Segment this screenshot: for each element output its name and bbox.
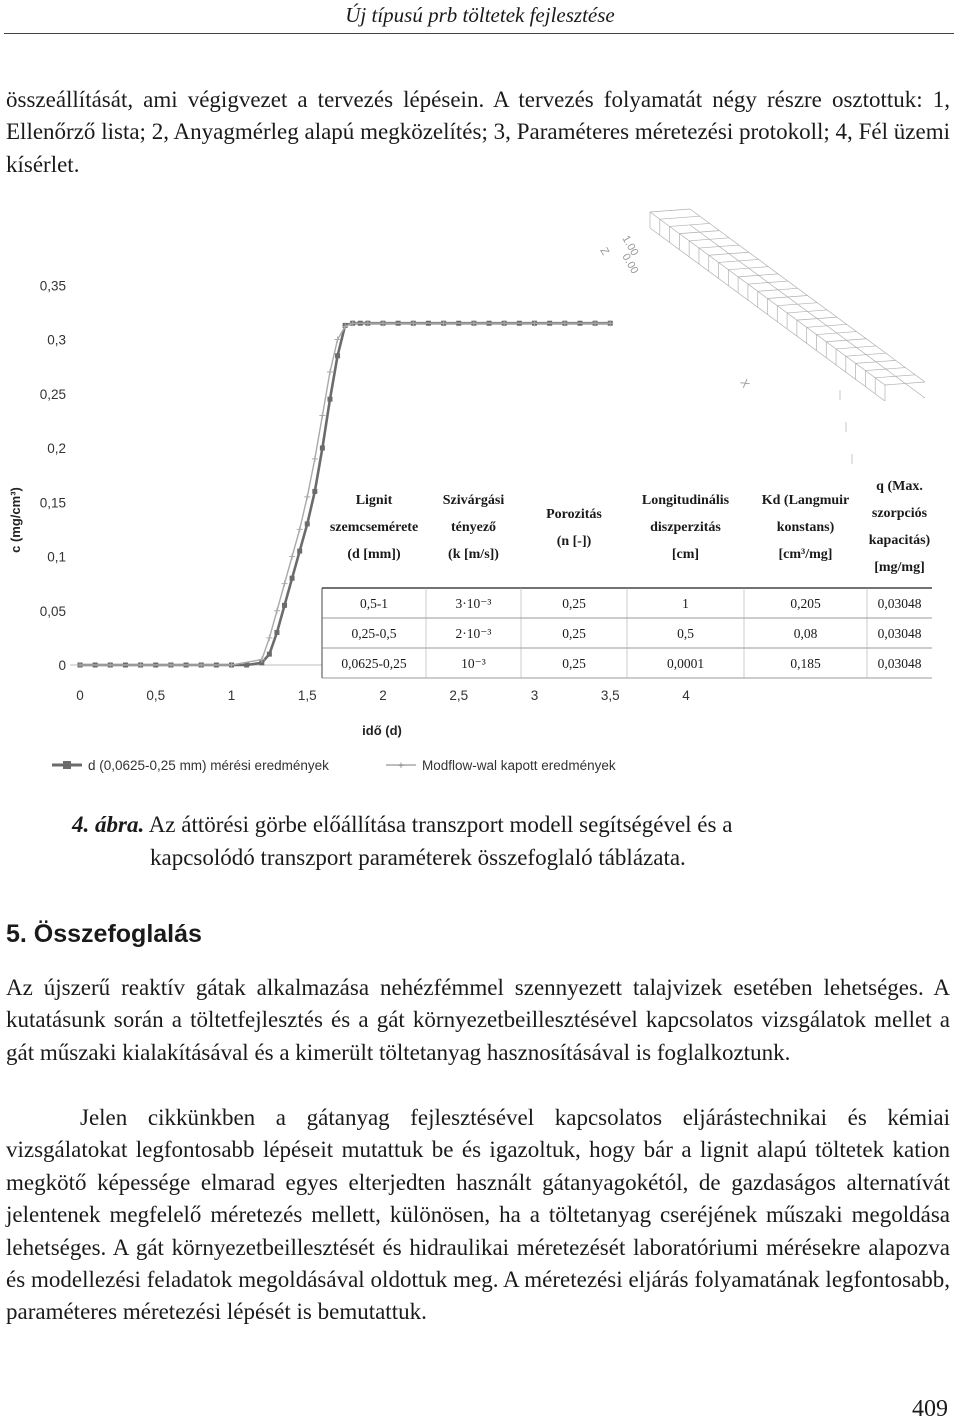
x-tick-label: 3 — [530, 688, 539, 703]
table-header-cell: kapacitás) — [868, 533, 931, 548]
table-cell: 0,03048 — [877, 596, 922, 611]
data-point-modflow — [335, 337, 341, 343]
y-tick-labels — [40, 278, 66, 673]
wire-edge — [690, 209, 925, 382]
caption-line-2: kapcsolódó transzport paraméterek összefoglaló táblázata. — [150, 845, 686, 870]
tick-label-second: 0.00 — [619, 251, 641, 277]
data-point-measured — [335, 353, 340, 358]
legend-label-measured: d (0,0625-0,25 mm) mérési eredmények — [88, 758, 329, 773]
data-point-measured — [320, 446, 325, 451]
legend-marker-modflow: + — [397, 760, 405, 772]
table-header-cell: [cm³/mg] — [778, 547, 833, 562]
running-header: Új típusú prb töltetek fejlesztése — [345, 3, 615, 27]
intro-paragraph: összeállítását, ami végigvezet a tervezés lépésein. A tervezés folyamatát négy részre osztottuk: 1, Ellenőrző lista; 2, Anyagmérleg alapú megközelítés; 3, Paraméteres méretezési protokoll; 4, Fél üzemi kísérlet. — [6, 87, 950, 177]
legend-marker-measured — [63, 761, 71, 769]
data-point-modflow — [282, 581, 288, 587]
figure-caption — [72, 808, 892, 874]
table-cell: 0,25 — [562, 626, 586, 641]
table-header-cell: (d [mm]) — [347, 547, 401, 562]
x-axis-label-3d: X — [737, 377, 752, 390]
table-cell: 0,185 — [790, 656, 821, 671]
table-cell: 0,5-1 — [359, 596, 389, 611]
table-cell: 0,5 — [677, 626, 694, 641]
legend-label-modflow: Modflow-wal kapott eredmények — [422, 758, 616, 773]
y-tick-label: 0,15 — [39, 495, 66, 511]
y-tick-label: 0,25 — [39, 386, 66, 402]
summary-paragraph-2: Jelen cikkünkben a gátanyag fejlesztésével kapcsolatos eljárástechnikai és kémiai vizsgálatokat legfontosabb lépéseit mutattuk be és igazoltuk, hogy bár a lignit alapú töltetek kation megkötő képessége elmarad egyes elterjedten használt gátanyagokétól, de gazdaságos alternatívát jelentenek megfelelő méretezés mellett, különösen, ha a töltetanyag cseréjének műszaki megoldása lehetséges. A gát környezetbeillesztését és hidraulikai méretezését laboratóriumi mérésekre alapozva és modellezési feladatok megoldásával oldottuk meg. A méretezési eljárás folyamatának legfontosabb, paraméteres méretezési lépését is bemutattuk. — [6, 1105, 950, 1325]
data-point-modflow — [297, 526, 303, 532]
table-header-cell: Kd (Langmuir — [761, 493, 850, 508]
table-header-cell: Longitudinális — [641, 493, 730, 508]
parameter-table — [322, 472, 932, 678]
data-point-modflow — [312, 456, 318, 462]
y-tick-label: 0,05 — [39, 603, 66, 619]
figure-label: 4. ábra. — [72, 812, 145, 837]
x-tick-labels — [76, 688, 690, 703]
table-cell: 0,205 — [790, 596, 821, 611]
table-header-cell: Lignit — [355, 493, 393, 508]
x-axis-label: idő (d) — [362, 723, 402, 738]
z-axis-label: Z — [597, 245, 612, 258]
table-cell: 0,25 — [562, 596, 586, 611]
data-point-measured — [312, 489, 317, 494]
y-tick-label: 0,2 — [47, 441, 66, 456]
data-point-measured — [274, 630, 279, 635]
table-cell: 0,03048 — [877, 656, 922, 671]
data-point-modflow — [274, 608, 280, 614]
wire-rib — [650, 209, 690, 212]
page-number: 409 — [912, 1396, 948, 1422]
breakthrough-chart — [0, 200, 960, 800]
data-point-measured — [297, 549, 302, 554]
tick-label-top: 1.00 — [619, 233, 641, 259]
caption-line-1: Az áttörési görbe előállítása transzport modell segítségével és a — [148, 812, 733, 837]
table-header-cell: [mg/mg] — [874, 560, 925, 575]
x-tick-label: 1,5 — [297, 688, 317, 703]
wire-edge — [650, 228, 885, 401]
table-header-cell: szorpciós — [871, 506, 928, 521]
y-axis-label: c (mg/cm³) — [8, 487, 23, 553]
table-header-cell: tényező — [450, 520, 497, 535]
data-point-measured — [290, 576, 295, 581]
x-tick-label: 2 — [379, 688, 387, 703]
table-header-cell: Porozitás — [546, 507, 602, 522]
y-tick-label: 0,35 — [39, 278, 66, 294]
data-point-modflow — [304, 494, 310, 500]
y-tick-label: 0 — [58, 658, 66, 673]
table-header-cell: Szivárgási — [442, 493, 505, 508]
x-tick-label: 0 — [76, 688, 84, 703]
data-point-modflow — [266, 635, 272, 641]
data-point-measured — [305, 521, 310, 526]
table-header-cell: (n [-]) — [556, 534, 592, 549]
y-tick-label: 0,1 — [47, 549, 66, 565]
section-title: 5. Összefoglalás — [6, 920, 202, 948]
table-cell: 3·10⁻³ — [455, 596, 492, 611]
x-tick-label: 0,5 — [146, 688, 166, 703]
wire-edge — [690, 225, 925, 398]
table-header-cell: (k [m/s]) — [448, 547, 499, 562]
data-point-modflow — [319, 412, 325, 418]
data-point-measured — [327, 397, 332, 402]
table-cell: 1 — [682, 596, 689, 611]
wire-edge — [650, 212, 885, 385]
table-header-cell: diszperzitás — [650, 520, 721, 535]
y-tick-label: 0,3 — [47, 332, 66, 348]
x-tick-label: 1 — [227, 688, 236, 703]
table-cell: 0,25-0,5 — [351, 626, 397, 641]
table-header-cell: konstans) — [776, 520, 835, 535]
table-header-cell: szemcsemérete — [329, 520, 419, 535]
table-cell: 2·10⁻³ — [455, 626, 492, 641]
x-tick-label: 2,5 — [449, 688, 469, 703]
table-cell: 0,25 — [562, 656, 586, 671]
figure-4 — [0, 200, 960, 800]
header-divider — [4, 33, 954, 34]
data-point-measured — [282, 603, 287, 608]
data-point-measured — [267, 652, 272, 657]
data-point-modflow — [327, 369, 333, 375]
table-header-cell: [cm] — [671, 547, 700, 562]
wire-rib — [670, 223, 710, 226]
table-header-cell: q (Max. — [876, 479, 923, 494]
data-point-modflow — [289, 554, 295, 560]
summary-paragraph-1: Az újszerű reaktív gátak alkalmazása nehézfémmel szennyezett talajvizek esetében lehetséges. A kutatásunk során a töltetfejlesztés és a gát környezetbeillesztésével kapcsolatos vizsgálatok mellet a gát műszaki kialakításával és a kimerült töltetanyag hasznosításával is foglalkoztunk. — [6, 975, 950, 1065]
table-cell: 0,03048 — [877, 626, 922, 641]
x-tick-label: 4 — [682, 688, 690, 703]
table-cell: 0,0625-0,25 — [341, 656, 407, 671]
wire-rib — [660, 216, 700, 219]
table-cell: 10⁻³ — [461, 656, 486, 671]
table-cell: 0,0001 — [666, 656, 705, 671]
x-tick-label: 3,5 — [600, 688, 620, 703]
table-cell: 0,08 — [793, 626, 818, 641]
